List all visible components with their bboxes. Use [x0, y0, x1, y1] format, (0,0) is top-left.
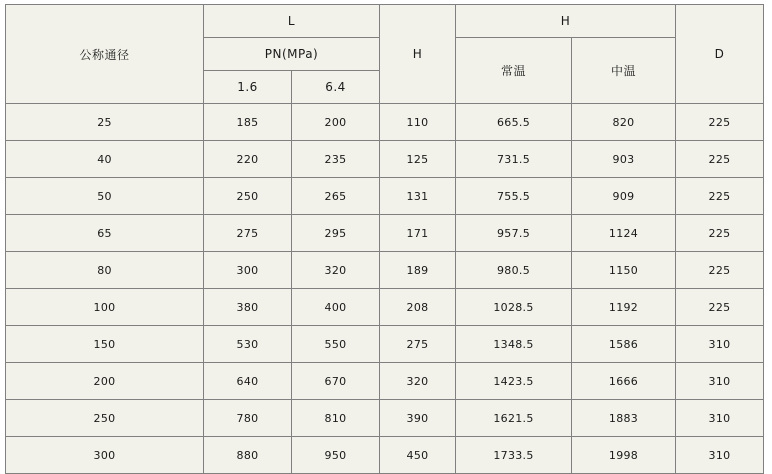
table-row: [6, 178, 764, 215]
cell-d: 225: [676, 289, 764, 326]
cell-d: 225: [676, 215, 764, 252]
cell-l64: 295: [292, 215, 380, 252]
table-row: [6, 252, 764, 289]
cell-normal: 731.5: [456, 141, 572, 178]
cell-d: 225: [676, 252, 764, 289]
table-body: [6, 104, 764, 474]
cell-h: 171: [380, 215, 456, 252]
cell-l16: 880: [204, 437, 292, 474]
cell-mid: 820: [572, 104, 676, 141]
header-pressure-nominal: PN(MPa): [204, 38, 380, 71]
cell-l16: 530: [204, 326, 292, 363]
table-row: [6, 289, 764, 326]
cell-l64: 950: [292, 437, 380, 474]
cell-l64: 400: [292, 289, 380, 326]
cell-mid: 1666: [572, 363, 676, 400]
cell-l16: 185: [204, 104, 292, 141]
cell-dn: 80: [6, 252, 204, 289]
cell-d: 310: [676, 437, 764, 474]
cell-l16: 300: [204, 252, 292, 289]
cell-mid: 1586: [572, 326, 676, 363]
cell-mid: 903: [572, 141, 676, 178]
cell-h: 275: [380, 326, 456, 363]
cell-normal: 1621.5: [456, 400, 572, 437]
cell-l64: 670: [292, 363, 380, 400]
cell-h: 131: [380, 178, 456, 215]
cell-h: 110: [380, 104, 456, 141]
cell-h: 125: [380, 141, 456, 178]
cell-dn: 40: [6, 141, 204, 178]
cell-normal: 957.5: [456, 215, 572, 252]
table-row: [6, 104, 764, 141]
cell-d: 310: [676, 326, 764, 363]
cell-mid: 1883: [572, 400, 676, 437]
cell-normal: 1423.5: [456, 363, 572, 400]
cell-normal: 755.5: [456, 178, 572, 215]
cell-h: 189: [380, 252, 456, 289]
cell-l64: 810: [292, 400, 380, 437]
header-height-group: H: [456, 5, 676, 38]
cell-l16: 640: [204, 363, 292, 400]
cell-dn: 150: [6, 326, 204, 363]
specification-table: [5, 4, 764, 474]
cell-l64: 550: [292, 326, 380, 363]
table-row: [6, 363, 764, 400]
table-header: [6, 5, 764, 104]
cell-d: 225: [676, 141, 764, 178]
cell-dn: 25: [6, 104, 204, 141]
cell-mid: 1150: [572, 252, 676, 289]
cell-d: 310: [676, 363, 764, 400]
header-medium-temperature: 中温: [572, 38, 676, 104]
cell-h: 450: [380, 437, 456, 474]
cell-dn: 50: [6, 178, 204, 215]
cell-mid: 909: [572, 178, 676, 215]
table-row: [6, 400, 764, 437]
cell-d: 225: [676, 178, 764, 215]
table-row: [6, 326, 764, 363]
header-d: D: [676, 5, 764, 104]
cell-normal: 980.5: [456, 252, 572, 289]
cell-d: 225: [676, 104, 764, 141]
cell-h: 208: [380, 289, 456, 326]
cell-l64: 235: [292, 141, 380, 178]
cell-normal: 1348.5: [456, 326, 572, 363]
cell-l16: 380: [204, 289, 292, 326]
table-row: [6, 437, 764, 474]
cell-l64: 320: [292, 252, 380, 289]
cell-h: 390: [380, 400, 456, 437]
cell-l64: 200: [292, 104, 380, 141]
cell-dn: 200: [6, 363, 204, 400]
cell-normal: 1028.5: [456, 289, 572, 326]
cell-mid: 1192: [572, 289, 676, 326]
cell-normal: 665.5: [456, 104, 572, 141]
header-length-group: L: [204, 5, 380, 38]
cell-l16: 275: [204, 215, 292, 252]
header-nominal-diameter: 公称通径: [6, 5, 204, 104]
cell-normal: 1733.5: [456, 437, 572, 474]
cell-mid: 1998: [572, 437, 676, 474]
cell-mid: 1124: [572, 215, 676, 252]
header-h-single: H: [380, 5, 456, 104]
cell-h: 320: [380, 363, 456, 400]
table-row: [6, 141, 764, 178]
cell-dn: 65: [6, 215, 204, 252]
cell-dn: 250: [6, 400, 204, 437]
cell-l64: 265: [292, 178, 380, 215]
table-row: [6, 215, 764, 252]
cell-d: 310: [676, 400, 764, 437]
cell-l16: 220: [204, 141, 292, 178]
cell-l16: 250: [204, 178, 292, 215]
header-pn-6-4: 6.4: [292, 71, 380, 104]
cell-dn: 100: [6, 289, 204, 326]
header-pn-1-6: 1.6: [204, 71, 292, 104]
cell-dn: 300: [6, 437, 204, 474]
header-row-1: [6, 5, 764, 38]
cell-l16: 780: [204, 400, 292, 437]
header-normal-temperature: 常温: [456, 38, 572, 104]
